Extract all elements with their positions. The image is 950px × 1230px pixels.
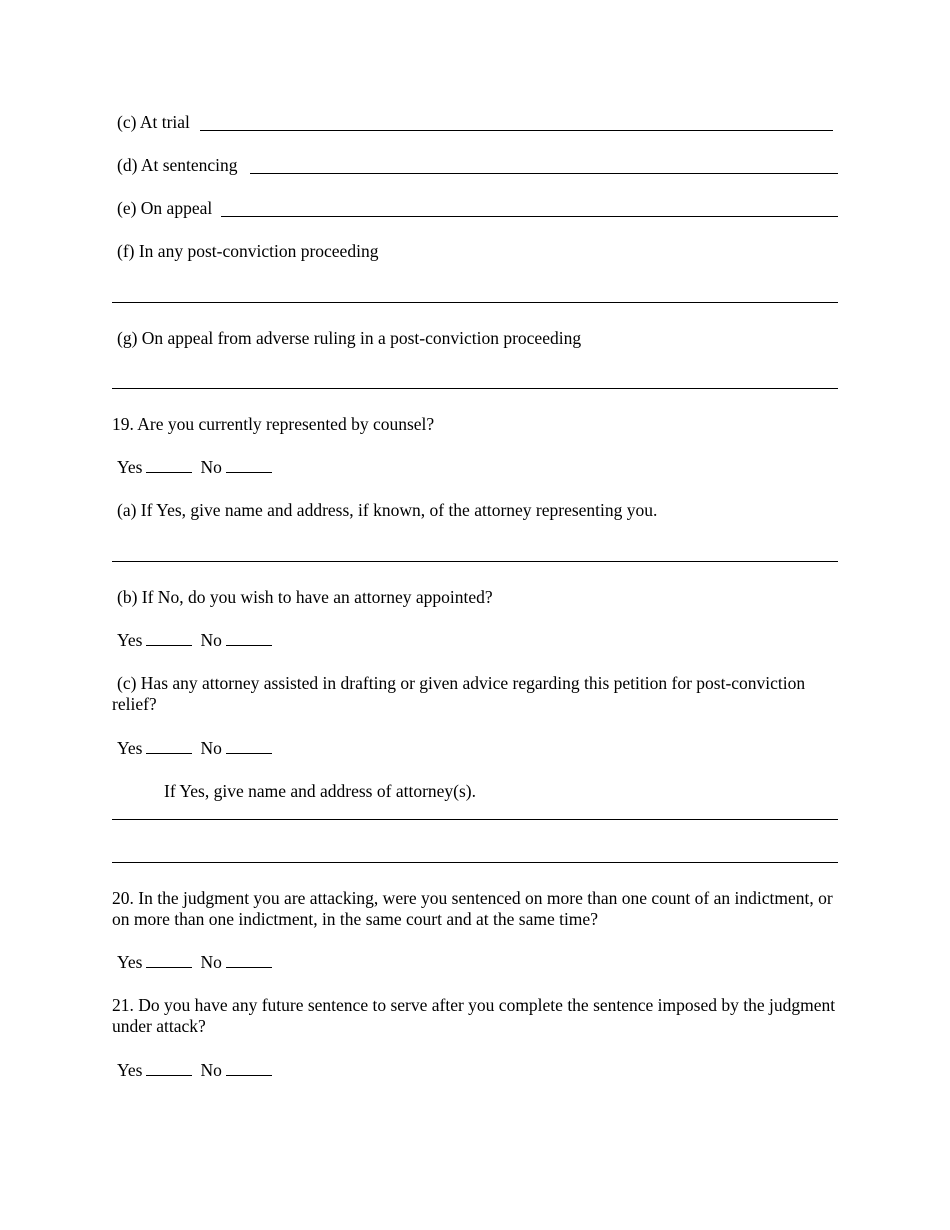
q20-yes-no (117, 952, 272, 973)
no-label: No (200, 738, 222, 758)
q21-no-blank[interactable] (226, 1061, 272, 1076)
q20-no-blank[interactable] (226, 953, 272, 968)
yes-label: Yes (117, 457, 143, 477)
yes-label: Yes (117, 1060, 143, 1080)
q19b-no-blank[interactable] (226, 631, 272, 646)
no-label: No (200, 1060, 222, 1080)
attorney-name-address-field[interactable] (112, 561, 838, 562)
post-conviction-appeal-field[interactable] (112, 388, 838, 389)
assisting-attorney-field-1[interactable] (112, 819, 838, 820)
q19b-yes-blank[interactable] (146, 631, 192, 646)
on-appeal-field[interactable] (221, 216, 838, 217)
no-label: No (200, 952, 222, 972)
question-20: 20. In the judgment you are attacking, were you sentenced on more than one count of an indictment, or on more than one indictment, in the same court and at the same time? (112, 888, 833, 929)
q21-yes-blank[interactable] (146, 1061, 192, 1076)
q19b-yes-no (117, 630, 272, 651)
question-19c-if-yes: If Yes, give name and address of attorney(s). (164, 781, 477, 801)
question-19b: (b) If No, do you wish to have an attorney appointed? (117, 587, 493, 607)
label-post-conviction-appeal: (g) On appeal from adverse ruling in a post-conviction proceeding (117, 328, 582, 348)
question-21: 21. Do you have any future sentence to serve after you complete the sentence imposed by the judgment under attack? (112, 995, 836, 1036)
no-label: No (200, 457, 222, 477)
post-conviction-field[interactable] (112, 302, 838, 303)
q19-no-blank[interactable] (226, 458, 272, 473)
no-label: No (200, 630, 222, 650)
q19-yes-no (117, 457, 272, 478)
q21-yes-no (117, 1060, 272, 1081)
question-19c: (c) Has any attorney assisted in drafting or given advice regarding this petition for post-conviction relief? (112, 673, 806, 714)
question-19: 19. Are you currently represented by counsel? (112, 414, 435, 434)
at-sentencing-field[interactable] (250, 173, 838, 174)
q19c-yes-no (117, 738, 272, 759)
label-at-sentencing: (d) At sentencing (117, 155, 238, 175)
q20-yes-blank[interactable] (146, 953, 192, 968)
label-on-appeal: (e) On appeal (117, 198, 213, 218)
q19-yes-blank[interactable] (146, 458, 192, 473)
label-at-trial: (c) At trial (117, 112, 190, 132)
at-trial-field[interactable] (200, 130, 833, 131)
yes-label: Yes (117, 630, 143, 650)
q19c-no-blank[interactable] (226, 739, 272, 754)
q19c-yes-blank[interactable] (146, 739, 192, 754)
yes-label: Yes (117, 952, 143, 972)
label-post-conviction: (f) In any post-conviction proceeding (117, 241, 379, 261)
question-19a: (a) If Yes, give name and address, if known, of the attorney representing you. (117, 500, 658, 520)
assisting-attorney-field-2[interactable] (112, 862, 838, 863)
yes-label: Yes (117, 738, 143, 758)
